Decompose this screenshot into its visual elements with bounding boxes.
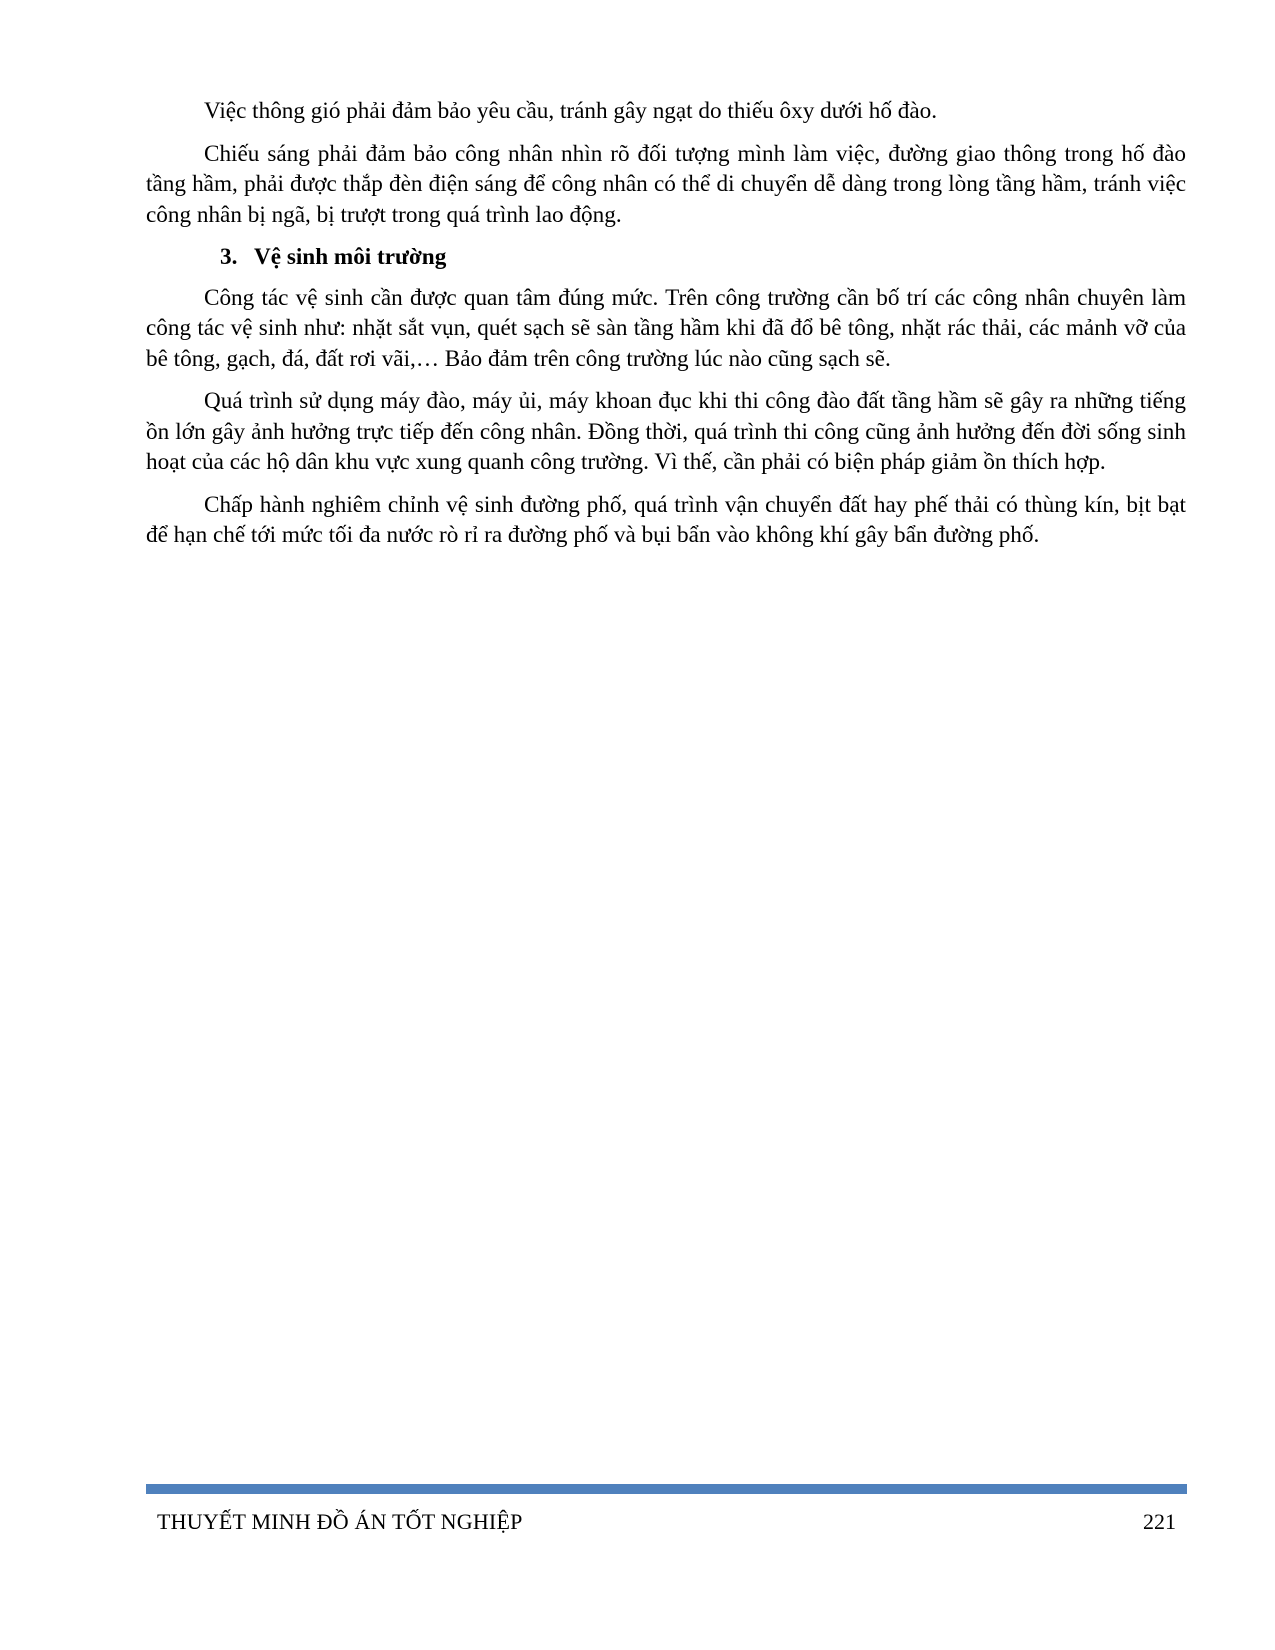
paragraph-lighting: Chiếu sáng phải đảm bảo công nhân nhìn rõ đối tượng mình làm việc, đường giao thông trong hố đào tầng hầm, phải được thắp đèn điện sáng để công nhân có thể di chuyển dễ dàng trong lòng tầng hầm, tránh việc công nhân bị ngã, bị trượt trong quá trình lao động. [146, 140, 1186, 228]
footer-rule [146, 1484, 1187, 1494]
section-title: Vệ sinh môi trường [254, 244, 447, 270]
section-heading [146, 242, 1186, 273]
paragraph-ventilation: Việc thông gió phải đảm bảo yêu cầu, tránh gây ngạt do thiếu ôxy dưới hố đào. [204, 98, 938, 124]
page-number: 221 [1143, 1509, 1176, 1534]
section-number: 3. [220, 244, 238, 270]
footer-title: THUYẾT MINH ĐỒ ÁN TỐT NGHIỆP [157, 1509, 523, 1534]
paragraph-noise: Quá trình sử dụng máy đào, máy ủi, máy khoan đục khi thi công đào đất tầng hầm sẽ gây ra những tiếng ồn lớn gây ảnh hưởng trực tiếp đến công nhân. Đồng thời, quá trình thi công cũng ảnh hưởng đến đời sống sinh hoạt của các hộ dân khu vực xung quanh công trường. Vì thế, cần phải có biện pháp giảm ồn thích hợp. [146, 388, 1186, 475]
paragraph-cleaning: Công tác vệ sinh cần được quan tâm đúng mức. Trên công trường cần bố trí các công nhân chuyên làm công tác vệ sinh như: nhặt sắt vụn, quét sạch sẽ sàn tầng hầm khi đã đổ bê tông, nhặt rác thải, các mảnh vỡ của bê tông, gạch, đá, đất rơi vãi,… Bảo đảm trên công trường lúc nào cũng sạch sẽ. [146, 284, 1186, 372]
paragraph-street-hygiene: Chấp hành nghiêm chỉnh vệ sinh đường phố, quá trình vận chuyển đất hay phế thải có thùng kín, bịt bạt để hạn chế tới mức tối đa nước rò rỉ ra đường phố và bụi bẩn vào không khí gây bẩn đường phố. [146, 491, 1186, 548]
page-body [146, 96, 1186, 563]
